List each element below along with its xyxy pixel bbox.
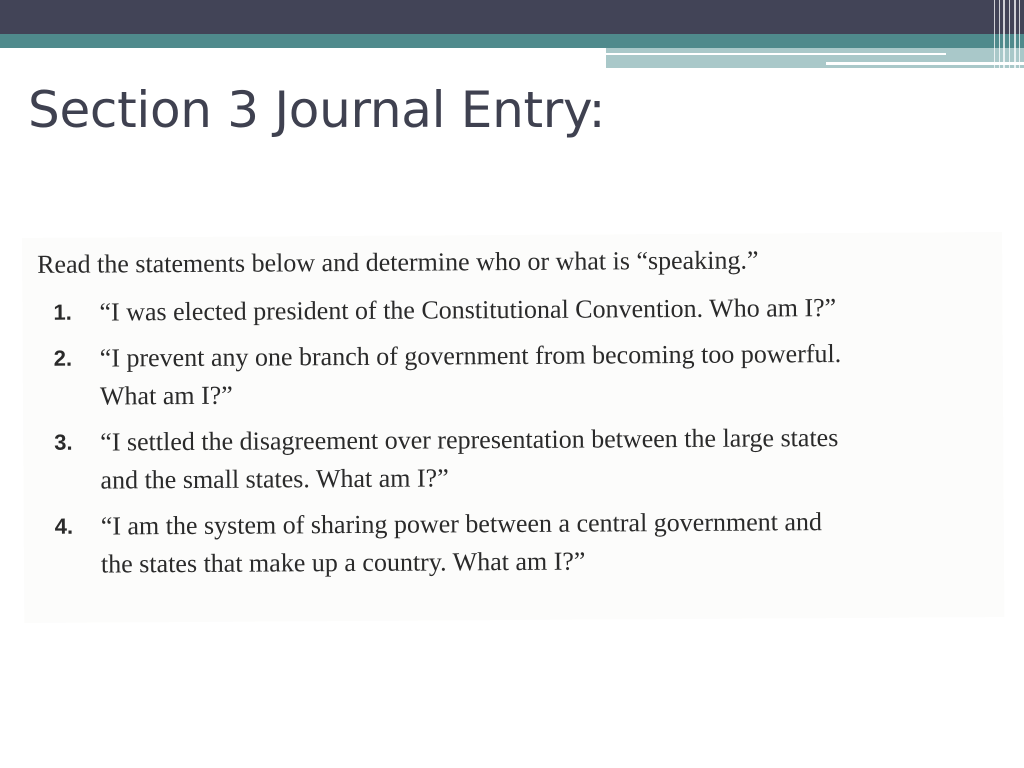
- question-text: “I was elected president of the Constitutional Convention. Who am I?”: [99, 293, 837, 327]
- question-item: [24, 503, 843, 584]
- textbook-excerpt: [22, 232, 1004, 623]
- question-text: “I prevent any one branch of government from becoming too powerful.: [99, 338, 842, 373]
- header-stripe: [1014, 0, 1016, 68]
- question-item: [23, 335, 842, 416]
- question-number: 4.: [54, 513, 74, 539]
- question-number: 2.: [53, 345, 73, 371]
- question-text: “I settled the disagreement over representation between the large states: [100, 423, 839, 457]
- question-list: [22, 289, 842, 592]
- header-stripe: [1003, 0, 1005, 68]
- question-number: 1.: [53, 299, 72, 325]
- question-text: “I am the system of sharing power between a central government and: [100, 507, 823, 541]
- header-stripe: [1009, 0, 1010, 68]
- header-teal-accent: [606, 48, 1024, 68]
- header-accent-line: [606, 53, 946, 55]
- question-text: the states that make up a country. What am I?”: [100, 546, 586, 579]
- header-stripe: [999, 0, 1000, 68]
- header-teal-band: [0, 34, 1024, 48]
- header-stripe: [1019, 0, 1020, 68]
- question-text: and the small states. What am I?”: [100, 463, 449, 495]
- slide-title: Section 3 Journal Entry:: [28, 81, 606, 139]
- header-stripe: [994, 0, 995, 68]
- question-text: What am I?”: [99, 380, 233, 411]
- header-dark-band: [0, 0, 1024, 34]
- excerpt-intro: Read the statements below and determine who or what is “speaking.”: [37, 245, 759, 279]
- question-number: 3.: [54, 429, 73, 455]
- question-item: [23, 419, 842, 500]
- question-item: [22, 289, 841, 332]
